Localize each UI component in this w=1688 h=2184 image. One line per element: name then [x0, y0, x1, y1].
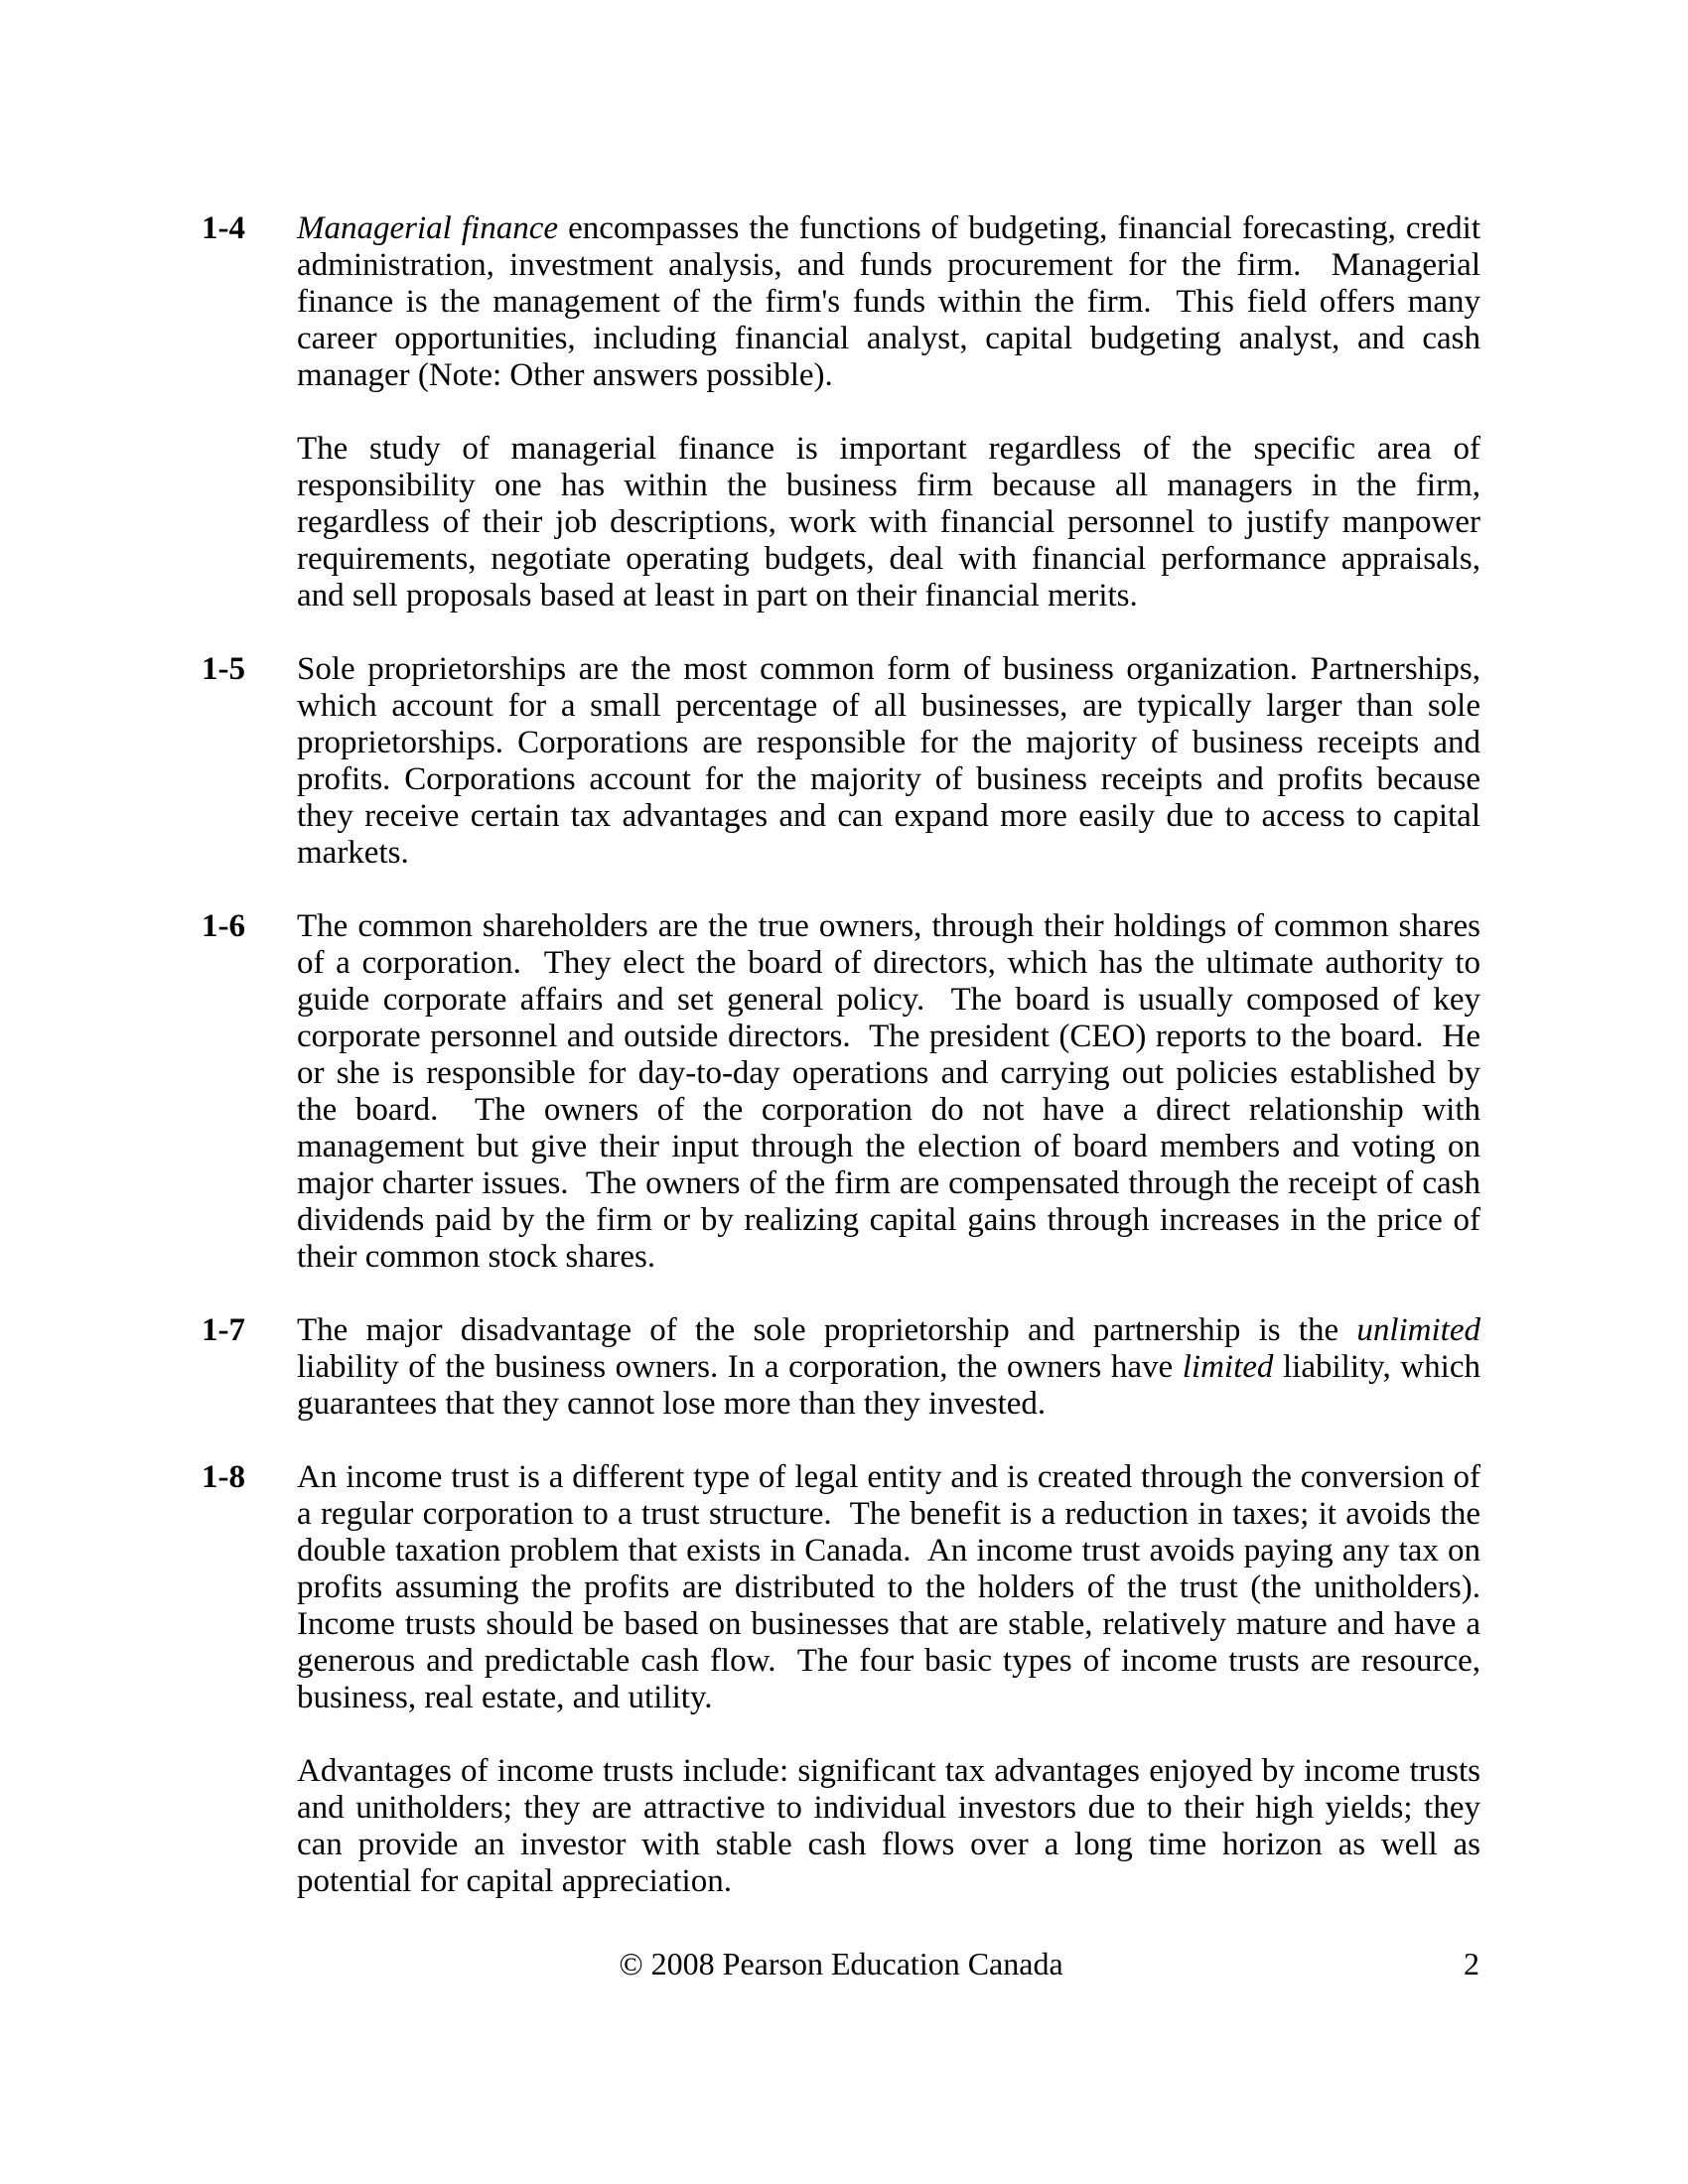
- question-number: 1-7: [202, 1312, 245, 1348]
- paragraph: [297, 908, 1480, 1276]
- text-segment: An income trust is a different type of legal entity and is created through the conversion of a regular corporation to a trust structure. The benefit is a reduction in taxes; it avoids the double taxation problem that exists in Canada. An income trust avoids paying any tax on profits assuming the profits are distributed to the holders of the trust (the unitholders). Income trusts should be based on businesses that are stable, relatively mature and have a generous and predictable cash flow. The four basic types of income trusts are resource, business, real estate, and utility.: [297, 1459, 1480, 1715]
- italic-term: unlimited: [1356, 1312, 1480, 1348]
- question-number: 1-8: [202, 1459, 245, 1495]
- answer-item: [202, 1459, 1480, 1937]
- italic-term: limited: [1182, 1349, 1274, 1385]
- paragraph: [297, 431, 1480, 614]
- item-paragraphs: [297, 908, 1480, 1312]
- answers-list: [202, 210, 1480, 1937]
- text-segment: The study of managerial finance is important regardless of the specific area of responsibility one has within the business firm because all managers in the firm, regardless of their job descriptions, work with financial personnel to justify manpower requirements, negotiate operating budgets, deal with financial performance appraisals, and sell proposals based at least in part on their financial merits.: [297, 431, 1480, 614]
- answer-item: [202, 210, 1480, 651]
- item-paragraphs: [297, 651, 1480, 908]
- answer-item: [202, 651, 1480, 908]
- paragraph: [297, 1312, 1480, 1423]
- text-segment: encompasses the functions of budgeting, financial forecasting, credit administration, investment analysis, and funds procurement for the firm. Managerial finance is the management of the firm's funds within the firm. This field offers many career opportunities, including financial analyst, capital budgeting analyst, and cash manager (Note: Other answers possible).: [297, 210, 1481, 393]
- text-segment: The common shareholders are the true owners, through their holdings of common shares of a corporation. They elect the board of directors, which has the ultimate authority to guide corporate affairs and set general policy. The board is usually composed of key corporate personnel and outside directors. The president (CEO) reports to the board. He or she is responsible for day-to-day operations and carrying out policies established by the board. The owners of the corporation do not have a direct relationship with management but give their input through the election of board members and voting on major charter issues. The owners of the firm are compensated through the receipt of cash dividends paid by the firm or by realizing capital gains through increases in the price of their common stock shares.: [297, 908, 1480, 1275]
- item-paragraphs: [297, 210, 1480, 651]
- paragraph: [297, 1753, 1480, 1900]
- footer-copyright: © 2008 Pearson Education Canada: [619, 1946, 1063, 1981]
- item-paragraphs: [297, 1312, 1480, 1459]
- footer-page-number: 2: [1464, 1946, 1479, 1981]
- item-paragraphs: [297, 1459, 1480, 1937]
- answer-item: [202, 1312, 1480, 1459]
- question-number: 1-6: [202, 908, 245, 944]
- answer-item: [202, 908, 1480, 1312]
- question-number: 1-4: [202, 210, 245, 246]
- italic-term: Managerial finance: [297, 210, 559, 246]
- paragraph: [297, 1459, 1480, 1716]
- text-segment: Sole proprietorships are the most common form of business organization. Partnerships, which account for a small percentage of all businesses, are typically larger than sole proprietorships. Corporations are responsible for the majority of business receipts and profits. Corporations account for the majority of business receipts and profits because they receive certain tax advantages and can expand more easily due to access to capital markets.: [297, 651, 1480, 871]
- paragraph: [297, 651, 1480, 872]
- paragraph: [297, 210, 1480, 394]
- text-segment: The major disadvantage of the sole proprietorship and partnership is the: [297, 1312, 1357, 1348]
- question-number: 1-5: [202, 651, 245, 687]
- text-segment: Advantages of income trusts include: significant tax advantages enjoyed by income trusts and unitholders; they are attractive to individual investors due to their high yields; they can provide an investor with stable cash flows over a long time horizon as well as potential for capital appreciation.: [297, 1753, 1480, 1899]
- text-segment: liability of the business owners. In a corporation, the owners have: [297, 1349, 1183, 1385]
- text-segment: liability, which guarantees that they cannot lose more than they invested.: [297, 1349, 1480, 1422]
